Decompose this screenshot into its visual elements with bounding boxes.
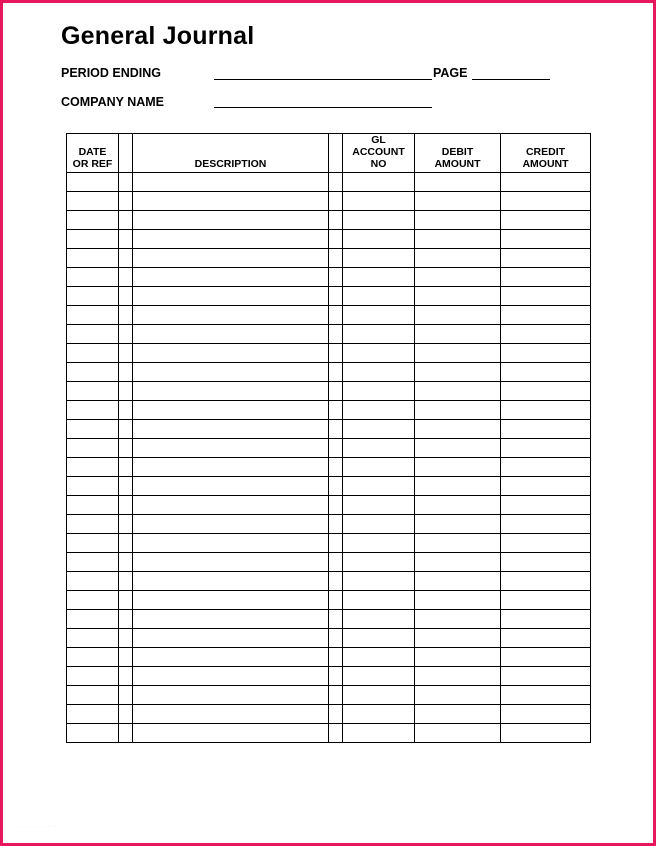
credit-cell[interactable] <box>501 363 591 382</box>
page-label: PAGE <box>433 66 468 80</box>
spacer-right-cell[interactable] <box>329 192 343 211</box>
table-row <box>67 610 591 629</box>
journal-table-body <box>67 173 591 743</box>
debit-cell[interactable] <box>415 534 501 553</box>
description-cell[interactable] <box>133 439 329 458</box>
date-cell[interactable] <box>67 268 119 287</box>
date-cell[interactable] <box>67 363 119 382</box>
description-cell[interactable] <box>133 344 329 363</box>
debit-cell[interactable] <box>415 173 501 192</box>
gl-account-cell[interactable] <box>343 648 415 667</box>
gl-account-cell[interactable] <box>343 401 415 420</box>
date-cell[interactable] <box>67 667 119 686</box>
spacer-left-cell[interactable] <box>119 230 133 249</box>
debit-cell[interactable] <box>415 192 501 211</box>
spacer-right-cell[interactable] <box>329 667 343 686</box>
gl-account-cell[interactable] <box>343 363 415 382</box>
table-row <box>67 553 591 572</box>
table-row <box>67 401 591 420</box>
period-ending-label: PERIOD ENDING <box>61 66 162 80</box>
table-row <box>67 515 591 534</box>
description-cell[interactable] <box>133 629 329 648</box>
debit-cell[interactable] <box>415 344 501 363</box>
header-credit-line1: CREDIT <box>525 146 566 158</box>
page-field[interactable] <box>472 79 550 80</box>
credit-cell[interactable] <box>501 458 591 477</box>
period-ending-field[interactable] <box>214 79 432 80</box>
credit-cell[interactable] <box>501 344 591 363</box>
table-row <box>67 287 591 306</box>
header-date-line1: DATE <box>78 146 107 158</box>
credit-cell[interactable] <box>501 610 591 629</box>
debit-cell[interactable] <box>415 724 501 743</box>
header-description-text: DESCRIPTION <box>194 158 267 170</box>
spacer-right-cell[interactable] <box>329 382 343 401</box>
gl-account-cell[interactable] <box>343 306 415 325</box>
spacer-right-cell[interactable] <box>329 439 343 458</box>
date-cell[interactable] <box>67 230 119 249</box>
table-row <box>67 648 591 667</box>
spacer-right-cell[interactable] <box>329 572 343 591</box>
date-cell[interactable] <box>67 610 119 629</box>
spacer-left-cell[interactable] <box>119 306 133 325</box>
debit-cell[interactable] <box>415 439 501 458</box>
credit-cell[interactable] <box>501 629 591 648</box>
description-cell[interactable] <box>133 667 329 686</box>
description-cell[interactable] <box>133 610 329 629</box>
debit-cell[interactable] <box>415 591 501 610</box>
description-cell[interactable] <box>133 287 329 306</box>
description-cell[interactable] <box>133 401 329 420</box>
credit-cell[interactable] <box>501 515 591 534</box>
description-cell[interactable] <box>133 420 329 439</box>
spacer-left-cell[interactable] <box>119 610 133 629</box>
gl-account-cell[interactable] <box>343 287 415 306</box>
debit-cell[interactable] <box>415 610 501 629</box>
gl-account-cell[interactable] <box>343 591 415 610</box>
gl-account-cell[interactable] <box>343 439 415 458</box>
description-cell[interactable] <box>133 705 329 724</box>
credit-cell[interactable] <box>501 477 591 496</box>
description-cell[interactable] <box>133 496 329 515</box>
spacer-right-cell[interactable] <box>329 306 343 325</box>
date-cell[interactable] <box>67 458 119 477</box>
header-debit <box>415 134 501 173</box>
gl-account-cell[interactable] <box>343 553 415 572</box>
description-cell[interactable] <box>133 572 329 591</box>
description-cell[interactable] <box>133 515 329 534</box>
spacer-left-cell[interactable] <box>119 515 133 534</box>
date-cell[interactable] <box>67 306 119 325</box>
table-row <box>67 382 591 401</box>
credit-cell[interactable] <box>501 439 591 458</box>
description-cell[interactable] <box>133 458 329 477</box>
table-row <box>67 534 591 553</box>
table-row <box>67 249 591 268</box>
table-row <box>67 439 591 458</box>
date-cell[interactable] <box>67 192 119 211</box>
header-date-line2: OR REF <box>72 158 113 170</box>
description-cell[interactable] <box>133 211 329 230</box>
header-gl-line1: GL <box>371 134 386 146</box>
gl-account-cell[interactable] <box>343 705 415 724</box>
credit-cell[interactable] <box>501 306 591 325</box>
debit-cell[interactable] <box>415 249 501 268</box>
header-debit-line1: DEBIT <box>441 146 474 158</box>
gl-account-cell[interactable] <box>343 192 415 211</box>
spacer-right-cell[interactable] <box>329 515 343 534</box>
description-cell[interactable] <box>133 477 329 496</box>
spacer-left-cell[interactable] <box>119 705 133 724</box>
header-date <box>67 134 119 173</box>
spacer-left-cell[interactable] <box>119 648 133 667</box>
table-row <box>67 724 591 743</box>
description-cell[interactable] <box>133 325 329 344</box>
table-row <box>67 591 591 610</box>
table-row <box>67 306 591 325</box>
description-cell[interactable] <box>133 306 329 325</box>
table-row <box>67 344 591 363</box>
spacer-right-cell[interactable] <box>329 325 343 344</box>
header-spacer-right <box>329 134 343 173</box>
date-cell[interactable] <box>67 496 119 515</box>
debit-cell[interactable] <box>415 325 501 344</box>
credit-cell[interactable] <box>501 287 591 306</box>
date-cell[interactable] <box>67 249 119 268</box>
spacer-right-cell[interactable] <box>329 610 343 629</box>
spacer-right-cell[interactable] <box>329 287 343 306</box>
spacer-left-cell[interactable] <box>119 344 133 363</box>
spacer-right-cell[interactable] <box>329 173 343 192</box>
gl-account-cell[interactable] <box>343 382 415 401</box>
table-row <box>67 572 591 591</box>
gl-account-cell[interactable] <box>343 724 415 743</box>
credit-cell[interactable] <box>501 667 591 686</box>
credit-cell[interactable] <box>501 572 591 591</box>
date-cell[interactable] <box>67 648 119 667</box>
spacer-right-cell[interactable] <box>329 477 343 496</box>
spacer-right-cell[interactable] <box>329 363 343 382</box>
debit-cell[interactable] <box>415 477 501 496</box>
table-row <box>67 629 591 648</box>
spacer-left-cell[interactable] <box>119 591 133 610</box>
gl-account-cell[interactable] <box>343 420 415 439</box>
spacer-left-cell[interactable] <box>119 553 133 572</box>
spacer-right-cell[interactable] <box>329 705 343 724</box>
gl-account-cell[interactable] <box>343 534 415 553</box>
spacer-left-cell[interactable] <box>119 325 133 344</box>
date-cell[interactable] <box>67 591 119 610</box>
watermark: · · · · · · · · · · · <box>18 824 57 830</box>
table-row <box>67 363 591 382</box>
header-gl-line2: ACCOUNT <box>352 146 405 158</box>
date-cell[interactable] <box>67 686 119 705</box>
date-cell[interactable] <box>67 572 119 591</box>
debit-cell[interactable] <box>415 572 501 591</box>
gl-account-cell[interactable] <box>343 211 415 230</box>
spacer-right-cell[interactable] <box>329 629 343 648</box>
date-cell[interactable] <box>67 629 119 648</box>
gl-account-cell[interactable] <box>343 268 415 287</box>
spacer-left-cell[interactable] <box>119 686 133 705</box>
credit-cell[interactable] <box>501 648 591 667</box>
table-row <box>67 192 591 211</box>
table-row <box>67 325 591 344</box>
table-header-row <box>67 134 591 173</box>
date-cell[interactable] <box>67 173 119 192</box>
header-credit <box>501 134 591 173</box>
credit-cell[interactable] <box>501 686 591 705</box>
debit-cell[interactable] <box>415 230 501 249</box>
description-cell[interactable] <box>133 553 329 572</box>
date-cell[interactable] <box>67 477 119 496</box>
spacer-right-cell[interactable] <box>329 268 343 287</box>
date-cell[interactable] <box>67 420 119 439</box>
table-row <box>67 458 591 477</box>
table-row <box>67 667 591 686</box>
debit-cell[interactable] <box>415 667 501 686</box>
spacer-left-cell[interactable] <box>119 173 133 192</box>
description-cell[interactable] <box>133 724 329 743</box>
credit-cell[interactable] <box>501 591 591 610</box>
table-row <box>67 420 591 439</box>
spacer-right-cell[interactable] <box>329 211 343 230</box>
gl-account-cell[interactable] <box>343 572 415 591</box>
description-cell[interactable] <box>133 268 329 287</box>
date-cell[interactable] <box>67 515 119 534</box>
description-cell[interactable] <box>133 249 329 268</box>
gl-account-cell[interactable] <box>343 496 415 515</box>
debit-cell[interactable] <box>415 496 501 515</box>
credit-cell[interactable] <box>501 724 591 743</box>
credit-cell[interactable] <box>501 534 591 553</box>
gl-account-cell[interactable] <box>343 344 415 363</box>
description-cell[interactable] <box>133 192 329 211</box>
gl-account-cell[interactable] <box>343 325 415 344</box>
date-cell[interactable] <box>67 211 119 230</box>
debit-cell[interactable] <box>415 705 501 724</box>
table-row <box>67 496 591 515</box>
spacer-left-cell[interactable] <box>119 572 133 591</box>
description-cell[interactable] <box>133 173 329 192</box>
spacer-left-cell[interactable] <box>119 363 133 382</box>
date-cell[interactable] <box>67 553 119 572</box>
date-cell[interactable] <box>67 401 119 420</box>
debit-cell[interactable] <box>415 553 501 572</box>
credit-cell[interactable] <box>501 211 591 230</box>
debit-cell[interactable] <box>415 211 501 230</box>
date-cell[interactable] <box>67 287 119 306</box>
description-cell[interactable] <box>133 686 329 705</box>
spacer-left-cell[interactable] <box>119 667 133 686</box>
date-cell[interactable] <box>67 382 119 401</box>
spacer-left-cell[interactable] <box>119 477 133 496</box>
spacer-right-cell[interactable] <box>329 230 343 249</box>
debit-cell[interactable] <box>415 458 501 477</box>
table-row <box>67 477 591 496</box>
spacer-left-cell[interactable] <box>119 382 133 401</box>
spacer-right-cell[interactable] <box>329 458 343 477</box>
gl-account-cell[interactable] <box>343 515 415 534</box>
debit-cell[interactable] <box>415 363 501 382</box>
gl-account-cell[interactable] <box>343 667 415 686</box>
debit-cell[interactable] <box>415 686 501 705</box>
gl-account-cell[interactable] <box>343 230 415 249</box>
spacer-right-cell[interactable] <box>329 496 343 515</box>
debit-cell[interactable] <box>415 515 501 534</box>
credit-cell[interactable] <box>501 496 591 515</box>
description-cell[interactable] <box>133 382 329 401</box>
spacer-right-cell[interactable] <box>329 420 343 439</box>
spacer-left-cell[interactable] <box>119 211 133 230</box>
spacer-left-cell[interactable] <box>119 724 133 743</box>
debit-cell[interactable] <box>415 629 501 648</box>
page-title: General Journal <box>61 22 255 50</box>
spacer-left-cell[interactable] <box>119 439 133 458</box>
description-cell[interactable] <box>133 230 329 249</box>
debit-cell[interactable] <box>415 382 501 401</box>
table-row <box>67 705 591 724</box>
date-cell[interactable] <box>67 325 119 344</box>
debit-cell[interactable] <box>415 420 501 439</box>
spacer-left-cell[interactable] <box>119 534 133 553</box>
date-cell[interactable] <box>67 439 119 458</box>
spacer-right-cell[interactable] <box>329 591 343 610</box>
spacer-left-cell[interactable] <box>119 287 133 306</box>
table-row <box>67 686 591 705</box>
spacer-left-cell[interactable] <box>119 192 133 211</box>
company-name-field[interactable] <box>214 107 432 108</box>
credit-cell[interactable] <box>501 249 591 268</box>
table-row <box>67 268 591 287</box>
date-cell[interactable] <box>67 705 119 724</box>
spacer-right-cell[interactable] <box>329 401 343 420</box>
header-description <box>133 134 329 173</box>
header-gl-line3: NO <box>370 158 387 170</box>
spacer-left-cell[interactable] <box>119 629 133 648</box>
credit-cell[interactable] <box>501 230 591 249</box>
credit-cell[interactable] <box>501 173 591 192</box>
credit-cell[interactable] <box>501 401 591 420</box>
credit-cell[interactable] <box>501 268 591 287</box>
debit-cell[interactable] <box>415 268 501 287</box>
header-credit-line2: AMOUNT <box>522 158 569 170</box>
description-cell[interactable] <box>133 363 329 382</box>
spacer-left-cell[interactable] <box>119 458 133 477</box>
credit-cell[interactable] <box>501 192 591 211</box>
spacer-left-cell[interactable] <box>119 401 133 420</box>
spacer-left-cell[interactable] <box>119 249 133 268</box>
spacer-right-cell[interactable] <box>329 344 343 363</box>
spacer-right-cell[interactable] <box>329 249 343 268</box>
gl-account-cell[interactable] <box>343 610 415 629</box>
gl-account-cell[interactable] <box>343 477 415 496</box>
table-row <box>67 211 591 230</box>
company-name-label: COMPANY NAME <box>61 95 165 109</box>
spacer-left-cell[interactable] <box>119 496 133 515</box>
date-cell[interactable] <box>67 344 119 363</box>
date-cell[interactable] <box>67 534 119 553</box>
table-row <box>67 230 591 249</box>
debit-cell[interactable] <box>415 306 501 325</box>
debit-cell[interactable] <box>415 648 501 667</box>
header-spacer-left <box>119 134 133 173</box>
debit-cell[interactable] <box>415 287 501 306</box>
gl-account-cell[interactable] <box>343 173 415 192</box>
date-cell[interactable] <box>67 724 119 743</box>
spacer-right-cell[interactable] <box>329 686 343 705</box>
credit-cell[interactable] <box>501 553 591 572</box>
spacer-left-cell[interactable] <box>119 420 133 439</box>
description-cell[interactable] <box>133 534 329 553</box>
header-gl-account <box>343 134 415 173</box>
spacer-right-cell[interactable] <box>329 724 343 743</box>
spacer-left-cell[interactable] <box>119 268 133 287</box>
gl-account-cell[interactable] <box>343 629 415 648</box>
credit-cell[interactable] <box>501 382 591 401</box>
spacer-right-cell[interactable] <box>329 648 343 667</box>
journal-table <box>66 133 591 743</box>
gl-account-cell[interactable] <box>343 249 415 268</box>
spacer-right-cell[interactable] <box>329 534 343 553</box>
spacer-right-cell[interactable] <box>329 553 343 572</box>
gl-account-cell[interactable] <box>343 458 415 477</box>
description-cell[interactable] <box>133 648 329 667</box>
credit-cell[interactable] <box>501 325 591 344</box>
credit-cell[interactable] <box>501 705 591 724</box>
credit-cell[interactable] <box>501 420 591 439</box>
gl-account-cell[interactable] <box>343 686 415 705</box>
header-debit-line2: AMOUNT <box>434 158 481 170</box>
debit-cell[interactable] <box>415 401 501 420</box>
description-cell[interactable] <box>133 591 329 610</box>
table-row <box>67 173 591 192</box>
